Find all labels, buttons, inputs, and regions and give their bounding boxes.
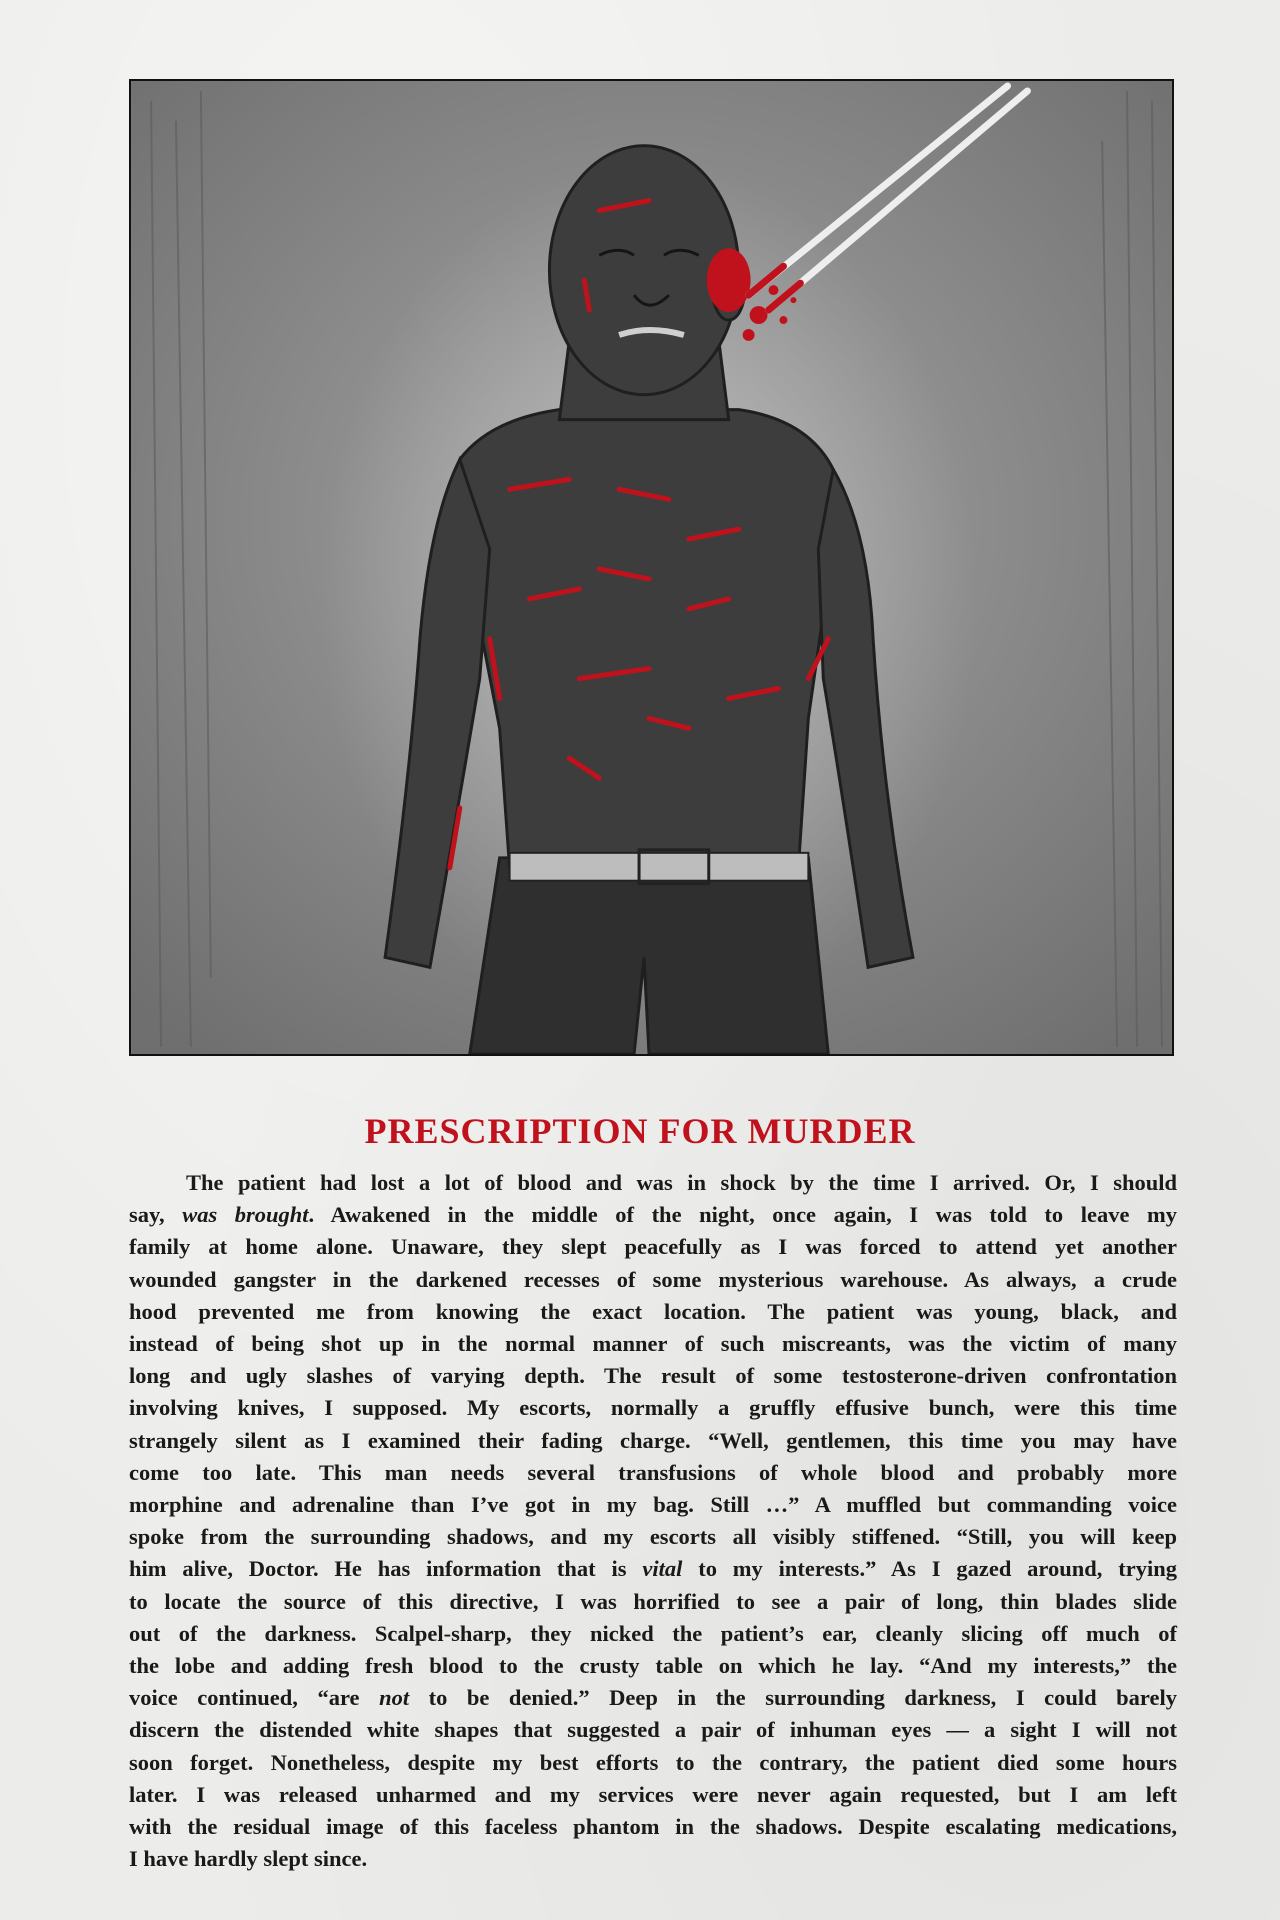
article-line: I have hardly slept since. — [129, 1846, 368, 1872]
article-line: family at home alone. Unaware, they slept peacefully as I was forced to attend yet another — [129, 1234, 1177, 1260]
article-line: say, was brought. Awakened in the middle of the night, once again, I was told to leave my — [129, 1202, 1177, 1228]
article-line: strangely silent as I examined their fading charge. “Well, gentlemen, this time you may have — [129, 1427, 1177, 1453]
article-line: hood prevented me from knowing the exact location. The patient was young, black, and — [129, 1298, 1177, 1324]
article-line: involving knives, I supposed. My escorts, normally a gruffly effusive bunch, were this time — [129, 1395, 1177, 1421]
article-line: spoke from the surrounding shadows, and my escorts all visibly stiffened. “Still, you will keep — [129, 1524, 1177, 1550]
article-line: long and ugly slashes of varying depth. The result of some testosterone-driven confrontation — [129, 1363, 1177, 1389]
article-line: him alive, Doctor. He has information that is vital to my interests.” As I gazed around, trying — [129, 1556, 1178, 1582]
article-line: the lobe and adding fresh blood to the crusty table on which he lay. “And my interests,” the — [129, 1653, 1177, 1679]
illustration-panel — [129, 79, 1174, 1056]
article-line: come too late. This man needs several transfusions of whole blood and probably more — [129, 1459, 1177, 1485]
article-line: discern the distended white shapes that suggested a pair of inhuman eyes — a sight I will not — [129, 1717, 1177, 1743]
article-line: wounded gangster in the darkened recesses of some mysterious warehouse. As always, a crude — [129, 1266, 1177, 1292]
article-line: soon forget. Nonetheless, despite my best efforts to the contrary, the patient died some hours — [129, 1749, 1177, 1775]
article-line: with the residual image of this faceless phantom in the shadows. Despite escalating medications, — [129, 1814, 1177, 1840]
article-line: out of the darkness. Scalpel-sharp, they nicked the patient’s ear, cleanly slicing off much of — [129, 1620, 1177, 1646]
article-line: The patient had lost a lot of blood and was in shock by the time I arrived. Or, I should — [186, 1170, 1177, 1195]
wounded-man-illustration — [131, 81, 1172, 1054]
article-body — [129, 1167, 1177, 1875]
article-title: PRESCRIPTION FOR MURDER — [364, 1111, 916, 1151]
belt — [510, 853, 809, 881]
article-line: later. I was released unharmed and my services were never again requested, but I am left — [129, 1781, 1177, 1807]
article-line: morphine and adrenaline than I’ve got in my bag. Still …” A muffled but commanding voice — [129, 1492, 1177, 1518]
article-line: instead of being shot up in the normal manner of such miscreants, was the victim of many — [129, 1331, 1177, 1357]
article-line: voice continued, “are not to be denied.” Deep in the surrounding darkness, I could barely — [129, 1685, 1178, 1711]
article-line: to locate the source of this directive, I was horrified to see a pair of long, thin blades slide — [129, 1588, 1177, 1614]
